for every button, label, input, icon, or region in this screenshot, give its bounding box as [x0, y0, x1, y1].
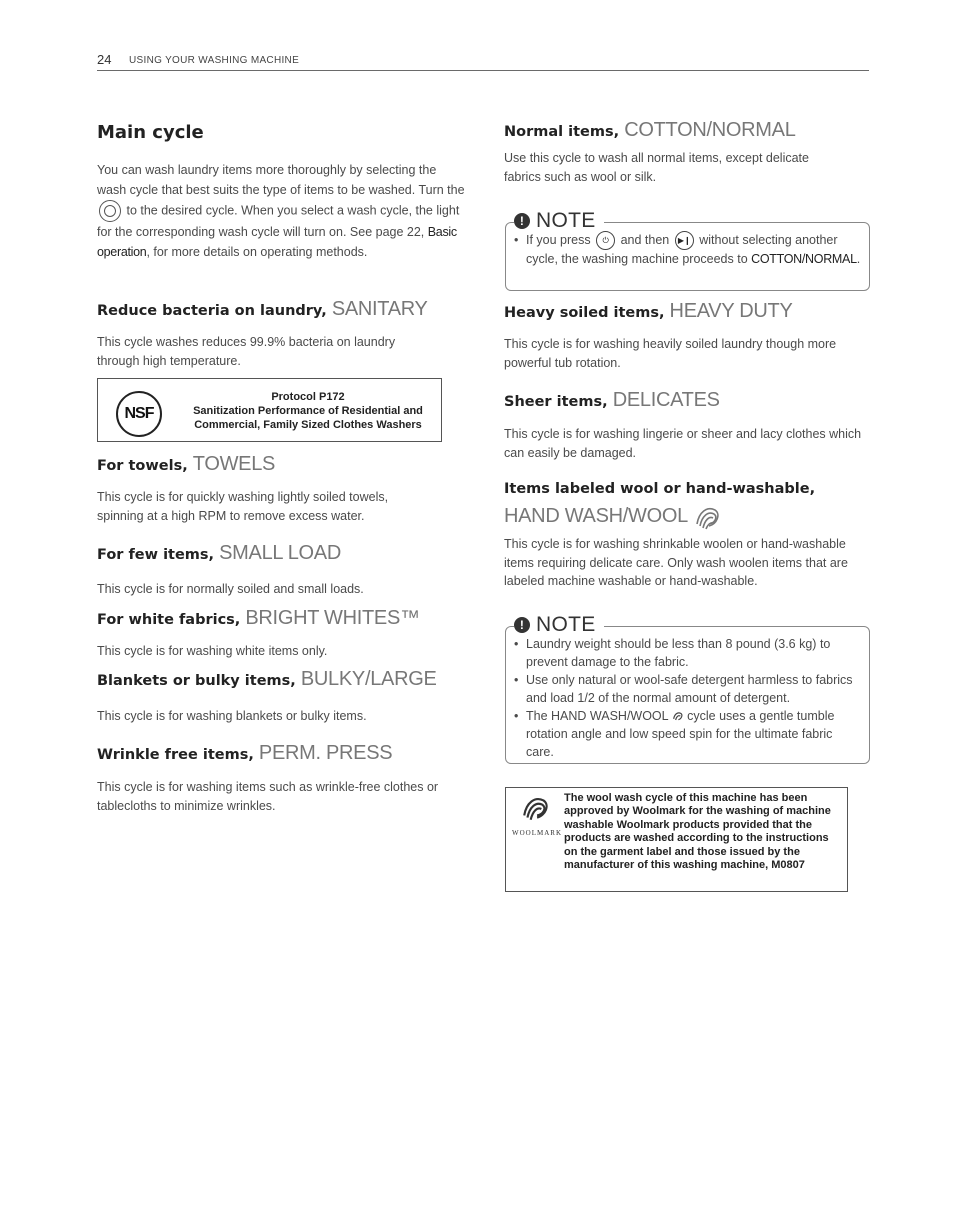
perm-press-heading [97, 742, 392, 765]
hand-wash-cycle-row [504, 504, 723, 532]
bulky-desc: This cycle is for washing blankets or bulky items. [97, 709, 367, 723]
note-text: and then [620, 233, 670, 247]
heavy-duty-desc: This cycle is for washing heavily soiled laundry though more powerful tub rotation. [504, 337, 837, 370]
note-title-text: NOTE [536, 209, 596, 232]
nsf-text [182, 390, 434, 432]
cotton-normal-cycle-name: COTTON/NORMAL [624, 119, 796, 141]
note-item [514, 231, 861, 268]
sanitary-heading [97, 298, 428, 321]
note-text: without selecting another cycle, the washing machine proceeds to [526, 233, 838, 267]
woolmark-wordmark: WOOLMARK [512, 829, 562, 837]
page-number: 24 [97, 52, 112, 67]
note-title-2 [514, 613, 604, 637]
power-button-icon: ⏻ [596, 231, 615, 250]
wool-icon [672, 711, 684, 722]
note-text: The HAND WASH/WOOL [526, 709, 669, 723]
bright-whites-desc: This cycle is for washing white items only. [97, 644, 328, 658]
intro-text-1: You can wash laundry items more thoroughly by selecting the wash cycle that best suits the type of items to be washed. Turn the [97, 163, 465, 197]
hand-wash-cycle-name: HAND WASH/WOOL [504, 505, 688, 527]
nsf-protocol: Protocol P172 [271, 391, 345, 403]
delicates-label: Sheer items, [504, 394, 608, 410]
intro-text-2: to the desired cycle. When you select a wash cycle, the light for the corresponding wash cycle will turn on. See page 22, [97, 203, 460, 239]
towels-label: For towels, [97, 458, 188, 474]
note-item [514, 707, 861, 761]
note-text: cycle uses a gentle tumble rotation angle and low speed spin for the ultimate fabric care. [526, 709, 835, 759]
hand-wash-desc: This cycle is for washing shrinkable woolen or hand-washable items requiring delicate care. Only wash woolen items that are labeled machine washable or hand-washable. [504, 537, 848, 588]
delicates-desc: This cycle is for washing lingerie or sheer and lacy clothes which can easily be damaged. [504, 427, 862, 460]
wool-icon [693, 504, 723, 532]
note-title-text: NOTE [536, 613, 596, 636]
sanitary-cycle-name: SANITARY [331, 298, 428, 320]
heavy-duty-cycle-name: HEAVY DUTY [669, 300, 793, 322]
bulky-cycle-name: BULKY/LARGE [300, 668, 437, 690]
note-cycle-ref: COTTON/NORMAL [751, 252, 857, 267]
bulky-label: Blankets or bulky items, [97, 673, 296, 689]
note-item: • Use only natural or wool-safe detergent harmless to fabrics and load 1/2 of the normal amount of detergent. [514, 671, 861, 707]
cycle-dial-icon [99, 200, 121, 222]
basic-operation-ref: Basic operation [97, 225, 457, 259]
heavy-duty-label: Heavy soiled items, [504, 305, 665, 321]
perm-press-cycle-name: PERM. PRESS [258, 742, 393, 764]
small-load-desc: This cycle is for normally soiled and small loads. [97, 582, 364, 596]
intro-text-3: , for more details on operating methods. [146, 245, 368, 259]
heavy-duty-heading [504, 300, 793, 323]
woolmark-icon [519, 794, 553, 824]
bright-whites-heading [97, 607, 420, 630]
note-title-1 [514, 209, 604, 233]
cotton-normal-desc: Use this cycle to wash all normal items, except delicate fabrics such as wool or silk. [504, 151, 809, 184]
note-item: • Laundry weight should be less than 8 pound (3.6 kg) to prevent damage to the fabric. [514, 635, 861, 671]
intro-paragraph [97, 160, 465, 262]
note-list-2 [514, 635, 861, 761]
perm-press-desc: This cycle is for washing items such as wrinkle-free clothes or tablecloths to minimize wrinkles. [97, 780, 439, 813]
delicates-heading [504, 389, 720, 412]
warning-icon: ! [514, 213, 530, 229]
sanitary-desc: This cycle washes reduces 99.9% bacteria on laundry through high temperature. [97, 335, 396, 368]
towels-heading [97, 453, 275, 476]
cotton-normal-heading [504, 119, 796, 142]
warning-icon: ! [514, 617, 530, 633]
hand-wash-heading: Items labeled wool or hand-washable, [504, 481, 816, 497]
perm-press-label: Wrinkle free items, [97, 747, 254, 763]
woolmark-text: The wool wash cycle of this machine has been approved by Woolmark for the washing of machine washable Woolmark products provided that the products are washed according to the instructions on the garment label and those issued by the manufacturer of this washing machine, M0807 [564, 792, 831, 872]
small-load-label: For few items, [97, 547, 215, 563]
nsf-description: Sanitization Performance of Residential and Commercial, Family Sized Clothes Washers [193, 405, 423, 431]
cotton-normal-label: Normal items, [504, 124, 620, 140]
start-pause-button-icon: ▶❙ [675, 231, 694, 250]
sanitary-label: Reduce bacteria on laundry, [97, 303, 327, 319]
delicates-cycle-name: DELICATES [612, 389, 720, 411]
small-load-cycle-name: SMALL LOAD [219, 542, 341, 564]
towels-desc: This cycle is for quickly washing lightly soiled towels, spinning at a high RPM to remove excess water. [97, 490, 389, 523]
note-list-1 [514, 231, 861, 268]
woolmark-logo [512, 794, 560, 837]
woolmark-certification-box [505, 787, 848, 892]
nsf-logo: NSF [116, 391, 162, 437]
nsf-certification-box [97, 378, 442, 442]
bulky-heading [97, 668, 437, 691]
note-text: . [856, 252, 861, 267]
note-text: If you press [526, 233, 591, 247]
towels-cycle-name: TOWELS [192, 453, 276, 475]
note-box-2 [505, 613, 870, 764]
section-heading: Main cycle [97, 122, 204, 143]
section-title: USING YOUR WASHING MACHINE [129, 55, 300, 66]
page-header [97, 52, 869, 71]
bright-whites-label: For white fabrics, [97, 612, 241, 628]
small-load-heading [97, 542, 341, 565]
bright-whites-cycle-name: BRIGHT WHITES™ [245, 607, 420, 629]
note-box-1 [505, 209, 870, 291]
